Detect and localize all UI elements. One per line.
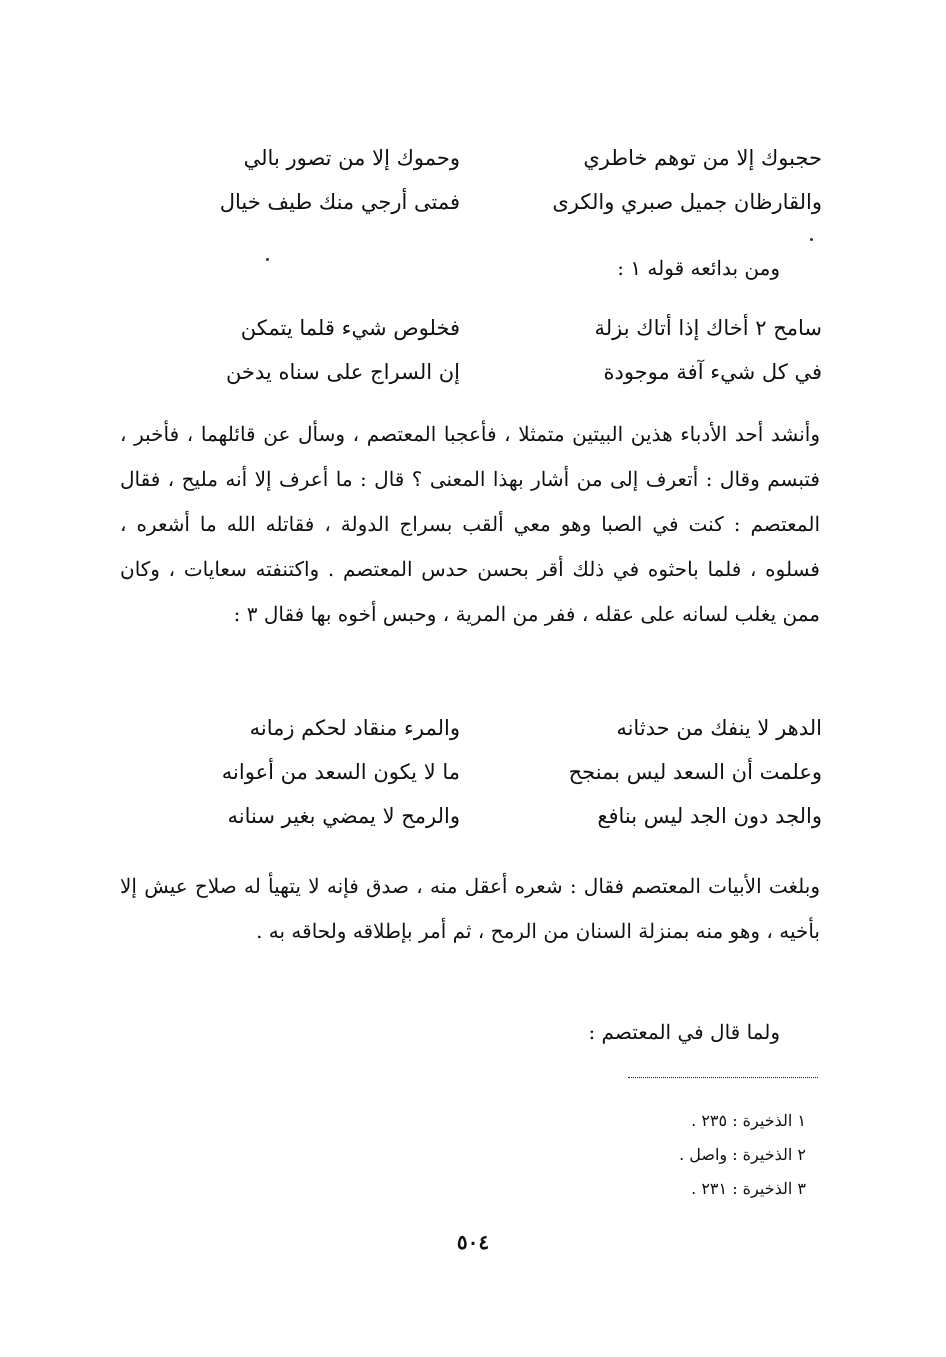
footnote: ١ الذخيرة : ٢٣٥ . xyxy=(691,1111,806,1130)
verse-second-hemistich: والمرء منقاد لحكم زمانه xyxy=(249,716,460,740)
verse-first-hemistich: في كل شيء آفة موجودة xyxy=(603,360,822,384)
verse-second-hemistich: إن السراج على سناه يدخن xyxy=(225,360,460,384)
verse-first-hemistich: والقارظان جميل صبري والكرى xyxy=(552,190,822,214)
verse-second-hemistich: والرمح لا يمضي بغير سنانه xyxy=(227,804,460,828)
verse xyxy=(150,350,822,394)
poem-block-2 xyxy=(150,306,822,394)
prose-paragraph-1: وأنشد أحد الأدباء هذين البيتين متمثلا ، فأعجبا المعتصم ، وسأل عن قائلهما ، فأخبر ، فتبسم وقال : أتعرف إلى من أشار بهذا المعنى ؟ قال : ما أعرف إلا أنه مليح ، فقال المعتصم : كنت في الصبا وهو معي ألقب بسراج الدولة ، فقاتله الله ما أشعره ، فسلوه ، فلما باحثوه في ذلك أقر بحسن حدس المعتصم . واكتنفته سعايات ، وكان ممن يغلب لسانه على عقله ، ففر من المرية ، وحبس أخوه بها فقال ٣ : xyxy=(120,422,820,626)
poem-block-1 xyxy=(150,136,822,224)
scan-speck xyxy=(810,238,813,241)
scan-speck xyxy=(266,258,269,261)
verse-first-hemistich: حجبوك إلا من توهم خاطري xyxy=(583,146,822,170)
poem-block-3 xyxy=(150,706,822,838)
poem-intro: ومن بدائعه قوله ١ : xyxy=(617,256,780,280)
verse-second-hemistich: وحموك إلا من تصور بالي xyxy=(243,146,460,170)
verse xyxy=(150,706,822,750)
verse xyxy=(150,750,822,794)
footnote: ٣ الذخيرة : ٢٣١ . xyxy=(691,1179,806,1198)
footnotes xyxy=(679,1104,806,1206)
verse-second-hemistich: فخلوص شيء قلما يتمكن xyxy=(240,316,460,340)
verse xyxy=(150,180,822,224)
verse-second-hemistich: ما لا يكون السعد من أعوانه xyxy=(221,760,460,784)
verse-second-hemistich: فمتى أرجي منك طيف خيال xyxy=(219,190,460,214)
page-number: ٥٠٤ xyxy=(456,1230,490,1254)
verse xyxy=(150,794,822,838)
footnote: ٢ الذخيرة : واصل . xyxy=(679,1145,806,1164)
verse-first-hemistich: وعلمت أن السعد ليس بمنجح xyxy=(568,760,822,784)
verse xyxy=(150,306,822,350)
verse-first-hemistich: الدهر لا ينفك من حدثانه xyxy=(616,716,822,740)
poem-intro: ولما قال في المعتصم : xyxy=(588,1020,780,1044)
footnote-divider xyxy=(628,1077,818,1078)
verse-first-hemistich: والجد دون الجد ليس بنافع xyxy=(597,804,822,828)
verse xyxy=(150,136,822,180)
prose-paragraph-2: وبلغت الأبيات المعتصم فقال : شعره أعقل منه ، صدق فإنه لا يتهيأ له صلاح عيش إلا بأخيه ، وهو منه بمنزلة السنان من الرمح ، ثم أمر بإطلاقه ولحاقه به . xyxy=(120,874,820,943)
verse-first-hemistich: سامح ٢ أخاك إذا أتاك بزلة xyxy=(594,316,822,340)
